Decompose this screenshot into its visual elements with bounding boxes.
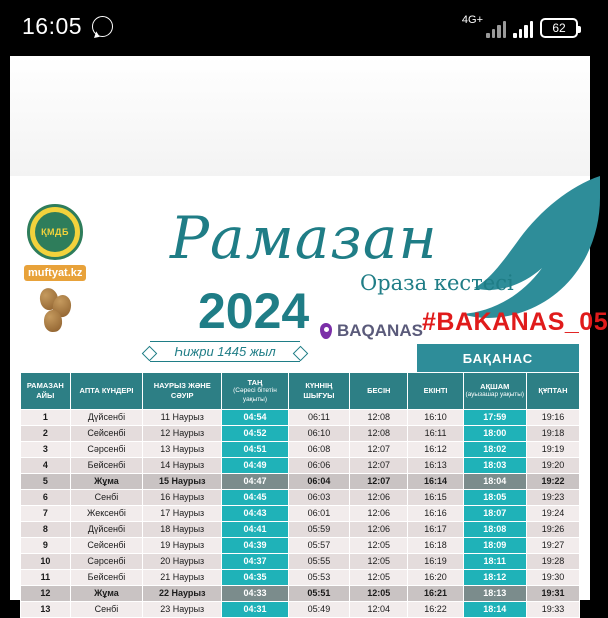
cell-sunrise: 05:49 [288, 601, 349, 617]
cell-weekday: Сейсенбі [70, 425, 143, 441]
cell-quptan: 19:31 [526, 585, 579, 601]
cell-greg: 13 Наурыз [143, 441, 222, 457]
cell-quptan: 19:27 [526, 537, 579, 553]
cell-besin: 12:08 [350, 409, 408, 425]
cell-day: 8 [21, 521, 71, 537]
hashtag-label: #BAKANAS_05 [422, 308, 608, 336]
cell-aqsam: 18:12 [463, 569, 526, 585]
col-label: НАУРЫЗ ЖӘНЕ СӘУІР [153, 381, 211, 400]
cell-day: 3 [21, 441, 71, 457]
cell-tan: 04:33 [222, 585, 289, 601]
cell-sunrise: 06:11 [288, 409, 349, 425]
cell-ekinti: 16:22 [408, 601, 463, 617]
cell-aqsam: 18:02 [463, 441, 526, 457]
cell-day: 4 [21, 457, 71, 473]
cell-day: 9 [21, 537, 71, 553]
logo-label: ҚМДБ [35, 212, 75, 252]
cell-ekinti: 16:16 [408, 505, 463, 521]
cell-greg: 23 Наурыз [143, 601, 222, 617]
cell-weekday: Бейсенбі [70, 457, 143, 473]
cell-weekday: Дүйсенбі [70, 521, 143, 537]
col-label: РАМАЗАН АЙЫ [26, 381, 64, 400]
logo-site-label: muftyat.kz [24, 265, 86, 281]
status-bar-left [22, 13, 113, 40]
cell-quptan: 19:19 [526, 441, 579, 457]
content-sheet [10, 56, 608, 615]
cell-tan: 04:52 [222, 425, 289, 441]
cell-quptan: 19:33 [526, 601, 579, 617]
city-banner-label: БАҚАНАС [417, 344, 579, 372]
cell-greg: 17 Наурыз [143, 505, 222, 521]
col-label: ТАҢ [247, 378, 263, 387]
cell-day: 1 [21, 409, 71, 425]
cell-sunrise: 06:10 [288, 425, 349, 441]
cell-besin: 12:08 [350, 425, 408, 441]
signal-bars-sim2-icon [513, 18, 533, 38]
cell-day: 7 [21, 505, 71, 521]
cell-aqsam: 18:00 [463, 425, 526, 441]
cell-besin: 12:05 [350, 569, 408, 585]
network-type-label: 4G+ [461, 14, 483, 26]
cell-tan: 04:49 [222, 457, 289, 473]
cell-aqsam: 18:04 [463, 473, 526, 489]
cell-quptan: 19:16 [526, 409, 579, 425]
cell-ekinti: 16:10 [408, 409, 463, 425]
table-row [21, 521, 580, 537]
cell-weekday: Сенбі [70, 601, 143, 617]
blank-area [10, 56, 590, 176]
cell-aqsam: 18:08 [463, 521, 526, 537]
prayer-times-table [20, 372, 580, 618]
cell-sunrise: 05:59 [288, 521, 349, 537]
cell-ekinti: 16:19 [408, 553, 463, 569]
cell-sunrise: 05:53 [288, 569, 349, 585]
table-row [21, 537, 580, 553]
cell-aqsam: 18:09 [463, 537, 526, 553]
col-gregorian [143, 373, 222, 410]
cell-quptan: 19:26 [526, 521, 579, 537]
cell-besin: 12:07 [350, 457, 408, 473]
col-label: АПТА КҮНДЕРІ [79, 386, 134, 396]
cell-quptan: 19:18 [526, 425, 579, 441]
cell-aqsam: 18:11 [463, 553, 526, 569]
cell-day: 10 [21, 553, 71, 569]
poster-year: 2024 [198, 283, 310, 339]
cell-weekday: Жексенбі [70, 505, 143, 521]
cell-tan: 04:39 [222, 537, 289, 553]
cell-greg: 20 Наурыз [143, 553, 222, 569]
dates-decoration-icon [40, 288, 74, 344]
col-sublabel: (Сәресі бітетін уақыты) [233, 387, 277, 403]
cell-ekinti: 16:17 [408, 521, 463, 537]
cell-tan: 04:31 [222, 601, 289, 617]
col-label: ҚҰПТАН [538, 386, 568, 396]
table-row [21, 489, 580, 505]
table-row [21, 425, 580, 441]
cell-ekinti: 16:15 [408, 489, 463, 505]
cell-greg: 15 Наурыз [143, 473, 222, 489]
ramadan-calendar-poster [10, 176, 608, 615]
city-name-label: BAQANAS [337, 321, 423, 340]
table-row [21, 409, 580, 425]
cell-weekday: Бейсенбі [70, 569, 143, 585]
table-header-row [21, 373, 580, 410]
table-row [21, 457, 580, 473]
cell-weekday: Сәрсенбі [70, 441, 143, 457]
col-ekinti [408, 373, 463, 410]
col-aqsam [463, 373, 526, 410]
city-location [320, 321, 423, 341]
battery-level-label: 62 [552, 21, 566, 35]
cell-besin: 12:05 [350, 585, 408, 601]
cell-sunrise: 06:06 [288, 457, 349, 473]
cell-ekinti: 16:13 [408, 457, 463, 473]
cell-day: 2 [21, 425, 71, 441]
col-besin [350, 373, 408, 410]
cell-ekinti: 16:21 [408, 585, 463, 601]
cell-aqsam: 18:13 [463, 585, 526, 601]
cell-tan: 04:54 [222, 409, 289, 425]
col-tan [222, 373, 289, 410]
cell-quptan: 19:28 [526, 553, 579, 569]
cell-tan: 04:35 [222, 569, 289, 585]
cell-ekinti: 16:12 [408, 441, 463, 457]
table-row [21, 505, 580, 521]
cell-sunrise: 05:51 [288, 585, 349, 601]
signal-bars-sim1-icon [486, 18, 506, 38]
status-bar [0, 0, 600, 52]
cell-sunrise: 06:08 [288, 441, 349, 457]
cell-greg: 22 Наурыз [143, 585, 222, 601]
cell-day: 13 [21, 601, 71, 617]
table-row [21, 441, 580, 457]
cell-weekday: Сәрсенбі [70, 553, 143, 569]
cell-besin: 12:07 [350, 441, 408, 457]
cell-greg: 21 Наурыз [143, 569, 222, 585]
cell-sunrise: 06:01 [288, 505, 349, 521]
table-row [21, 585, 580, 601]
cell-sunrise: 05:57 [288, 537, 349, 553]
cell-greg: 19 Наурыз [143, 537, 222, 553]
col-label: ЕКІНТІ [423, 386, 448, 396]
logo-circle [27, 204, 83, 260]
cell-besin: 12:04 [350, 601, 408, 617]
cell-day: 5 [21, 473, 71, 489]
cell-tan: 04:51 [222, 441, 289, 457]
poster-subtitle: Ораза кестесі [360, 271, 514, 295]
table-header [21, 373, 580, 410]
col-sublabel: (ауызашар уақыты) [465, 391, 525, 399]
table-row [21, 473, 580, 489]
cell-besin: 12:06 [350, 489, 408, 505]
table-body [21, 409, 580, 617]
col-label: БЕСІН [367, 386, 391, 396]
cell-tan: 04:45 [222, 489, 289, 505]
col-sunrise [288, 373, 349, 410]
col-label: АҚШАМ [480, 382, 510, 392]
cell-besin: 12:06 [350, 505, 408, 521]
muftyat-logo [24, 204, 86, 281]
cell-besin: 12:07 [350, 473, 408, 489]
cell-besin: 12:05 [350, 553, 408, 569]
cell-quptan: 19:24 [526, 505, 579, 521]
cell-tan: 04:47 [222, 473, 289, 489]
col-quptan [526, 373, 579, 410]
cell-quptan: 19:23 [526, 489, 579, 505]
cell-day: 11 [21, 569, 71, 585]
col-weekday [70, 373, 143, 410]
cell-ekinti: 16:18 [408, 537, 463, 553]
col-label: КҮННІҢ ШЫҒУЫ [303, 381, 335, 400]
cell-sunrise: 06:04 [288, 473, 349, 489]
cell-quptan: 19:30 [526, 569, 579, 585]
cell-sunrise: 06:03 [288, 489, 349, 505]
whatsapp-icon [92, 16, 113, 37]
col-ramazan-day [21, 373, 71, 410]
cell-ekinti: 16:11 [408, 425, 463, 441]
cell-tan: 04:37 [222, 553, 289, 569]
table-row [21, 553, 580, 569]
cell-greg: 12 Наурыз [143, 425, 222, 441]
table-row [21, 601, 580, 617]
cell-weekday: Жұма [70, 585, 143, 601]
cell-quptan: 19:22 [526, 473, 579, 489]
cell-day: 6 [21, 489, 71, 505]
cell-besin: 12:05 [350, 537, 408, 553]
cell-tan: 04:41 [222, 521, 289, 537]
cell-greg: 18 Наурыз [143, 521, 222, 537]
cell-besin: 12:06 [350, 521, 408, 537]
cell-greg: 16 Наурыз [143, 489, 222, 505]
cell-aqsam: 17:59 [463, 409, 526, 425]
hijri-year-label: Һижри 1445 жыл [150, 341, 300, 362]
status-bar-right [462, 14, 578, 38]
cell-sunrise: 05:55 [288, 553, 349, 569]
battery-icon [540, 18, 578, 38]
cell-weekday: Дүйсенбі [70, 409, 143, 425]
cell-weekday: Сейсенбі [70, 537, 143, 553]
cell-aqsam: 18:03 [463, 457, 526, 473]
cell-aqsam: 18:14 [463, 601, 526, 617]
status-clock: 16:05 [22, 12, 83, 39]
cell-ekinti: 16:20 [408, 569, 463, 585]
cell-aqsam: 18:07 [463, 505, 526, 521]
cell-greg: 11 Наурыз [143, 409, 222, 425]
cell-tan: 04:43 [222, 505, 289, 521]
cell-day: 12 [21, 585, 71, 601]
cell-quptan: 19:20 [526, 457, 579, 473]
cell-weekday: Сенбі [70, 489, 143, 505]
poster-title: Рамазан [170, 204, 438, 272]
location-pin-icon [320, 323, 332, 339]
cell-weekday: Жұма [70, 473, 143, 489]
table-row [21, 569, 580, 585]
cell-aqsam: 18:05 [463, 489, 526, 505]
cell-greg: 14 Наурыз [143, 457, 222, 473]
cell-ekinti: 16:14 [408, 473, 463, 489]
